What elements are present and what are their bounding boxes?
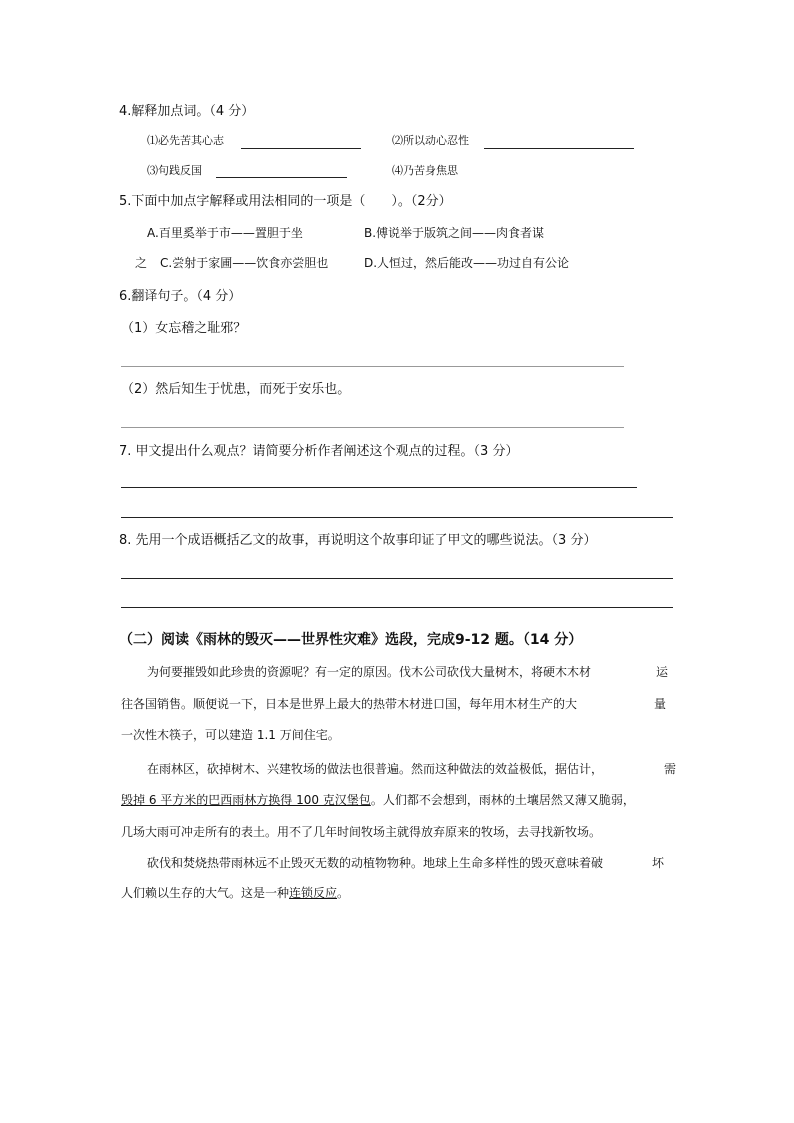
section2-p3-line2-pre: 人们赖以生存的大气。这是一种 <box>121 886 290 900</box>
q4-item-4: ⑷乃苦身焦思 <box>392 164 458 177</box>
section2-p2-line3: 几场大雨可冲走所有的表土。用不了几年时间牧场主就得放弃原来的牧场，去寻找新牧场。 <box>121 825 602 839</box>
q4-item-1: ⑴必先苦其心志 <box>147 134 224 147</box>
q4-item-3: ⑶句践反国 <box>147 164 202 177</box>
section2-p1-line2: 往各国销售。顺便说一下，日本是世界上最大的热带木材进口国，每年用木材生产的大 <box>121 697 578 711</box>
section2-p1-line1-tail: 运 <box>656 665 669 679</box>
q4-answer-line-2[interactable] <box>484 148 634 149</box>
q4-answer-line-3[interactable] <box>216 177 347 178</box>
q6-answer-line-1[interactable] <box>121 366 624 367</box>
q8-answer-line-2[interactable] <box>121 607 673 608</box>
section2-p1-line3: 一次性木筷子，可以建造 1.1 万间住宅。 <box>121 728 340 742</box>
q4-item-2: ⑵所以动心忍性 <box>392 134 469 147</box>
section2-p1-line2-tail: 量 <box>654 697 667 711</box>
q7-answer-line-1[interactable] <box>121 487 637 488</box>
q6-answer-line-2[interactable] <box>121 427 624 428</box>
section2-p2-line1: 在雨林区，砍掉树木、兴建牧场的做法也很普遍。然而这种做法的效益极低，据估计， <box>147 762 604 776</box>
q4-answer-line-1[interactable] <box>241 148 361 149</box>
section2-p3-line1: 砍伐和焚烧热带雨林远不止毁灭无数的动植物物种。地球上生命多样性的毁灭意味着破 <box>147 856 604 870</box>
section2-p3-line2 <box>121 887 349 899</box>
section2-p1-line1: 为何要摧毁如此珍贵的资源呢？有一定的原因。伐木公司砍伐大量树木，将硬木木材 <box>147 665 592 679</box>
section2-heading: （二）阅读《雨林的毁灭——世界性灾难》选段，完成9-12 题。（14 分） <box>119 632 583 648</box>
q6-sentence-1: （1）女忘稽之耻邪？ <box>121 321 247 336</box>
q4-title: 4.解释加点词。（4 分） <box>119 104 255 119</box>
q8-answer-line-1[interactable] <box>121 578 673 579</box>
q7-answer-line-2[interactable] <box>121 517 673 518</box>
q5-option-b-continued: 之 <box>135 256 148 270</box>
section2-p3-line2-post: 。 <box>337 886 350 900</box>
q5-option-a: A.百里奚举于市——置胆于坐 <box>147 226 303 240</box>
q6-title: 6.翻译句子。（4 分） <box>119 289 242 304</box>
section2-p2-line2-rest: 。人们都不会想到，雨林的土壤居然又薄又脆弱， <box>370 793 635 807</box>
q5-option-b: B.傅说举于版筑之间——肉食者谋 <box>364 226 545 240</box>
q6-sentence-2: （2）然后知生于忧患，而死于安乐也。 <box>121 382 351 397</box>
section2-p2-line1-tail: 需 <box>664 762 677 776</box>
section2-p2-line2 <box>121 794 635 806</box>
q5-option-d: D.人恒过，然后能改——功过自有公论 <box>364 256 570 270</box>
section2-chain-reaction: 连锁反应 <box>289 886 338 900</box>
q5-title: 5.下面中加点字解释或用法相同的一项是（ ）。（2分） <box>119 194 452 209</box>
section2-p3-line1-tail: 坏 <box>652 856 665 870</box>
q7-title: 7. 甲文提出什么观点？请简要分析作者阐述这个观点的过程。（3 分） <box>119 444 519 459</box>
q8-title: 8. 先用一个成语概括乙文的故事，再说明这个故事印证了甲文的哪些说法。（3 分） <box>119 533 597 548</box>
section2-underlined-phrase: 毁掉 6 平方米的巴西雨林方换得 100 克汉堡包 <box>121 793 371 807</box>
q5-option-c: C.尝射于家圃——饮食亦尝胆也 <box>160 256 329 270</box>
